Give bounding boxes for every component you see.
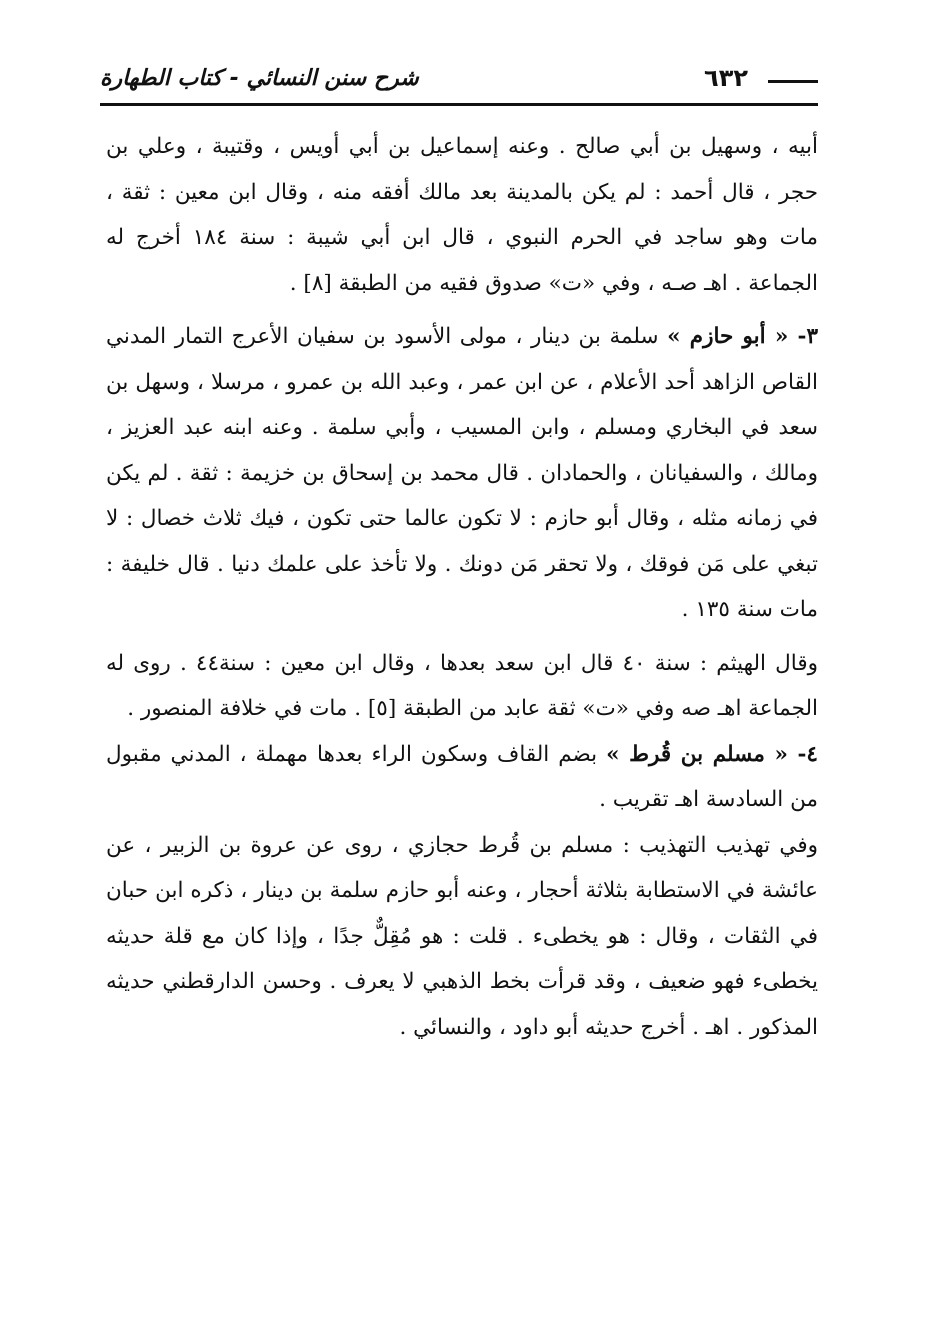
narrator-3-heading: ٣- « أبو حازم » <box>667 324 818 349</box>
page-body <box>106 124 818 1050</box>
narrator-4-text: بضم القاف وسكون الراء بعدها مهملة ، المدني مقبول من السادسة اهـ تقريب . <box>106 741 818 812</box>
narrator-4-heading: ٤- « مسلم بن قُرط » <box>606 741 818 767</box>
page-number: ٦٣٢ <box>704 64 748 92</box>
page-header <box>100 62 818 106</box>
paragraph-death-dates: وقال الهيثم : سنة ٤٠ قال ابن سعد بعدها ، وقال ابن معين : سنة٤٤ . روى له الجماعة اهـ صه وفي «ت» ثقة عابد من الطبقة [٥] . مات في خلافة المنصور . <box>106 650 818 721</box>
paragraph-narrator-4 <box>106 732 818 823</box>
header-rule <box>100 103 818 106</box>
page-number-dash <box>768 80 818 83</box>
paragraph-continuation: أبيه ، وسهيل بن أبي صالح . وعنه إسماعيل بن أبي أويس ، وقتيبة ، وعلي بن حجر ، قال أحمد : لم يكن بالمدينة بعد مالك أفقه منه ، وقال ابن معين : ثقة ، مات وهو ساجد في الحرم النبوي ، قال ابن أبي شيبة : سنة ١٨٤ أخرج له الجماعة . اهـ صـه ، وفي «ت» صدوق فقيه من الطبقة [٨] . <box>106 134 818 296</box>
paragraph-narrator-3 <box>106 314 818 633</box>
narrator-3-text: سلمة بن دينار ، مولى الأسود بن سفيان الأعرج التمار المدني القاص الزاهد أحد الأعلام ، عن ابن عمر ، وعبد الله بن عمرو ، مرسلا ، وسهل بن سعد في البخاري ومسلم ، وابن المسيب ، وأبي سلمة . وعنه ابنه عبد العزيز ، ومالك ، والسفيانان ، والحمادان . قال محمد بن إسحاق بن خزيمة : ثقة . لم يكن في زمانه مثله ، وقال أبو حازم : لا تكون عالما حتى تكون ، فيك ثلاث خصال : لا تبغي على مَن فوقك ، ولا تحقر مَن دونك . ولا تأخذ على علمك دنيا . قال خليفة : مات سنة ١٣٥ . <box>106 324 818 622</box>
running-title: شرح سنن النسائي - كتاب الطهارة <box>100 66 419 91</box>
paragraph-tahdhib: وفي تهذيب التهذيب : مسلم بن قُرط حجازي ، روى عن عروة بن الزبير ، عن عائشة في الاستطابة بثلاثة أحجار ، وعنه أبو حازم سلمة بن دينار ، ذكره ابن حبان في الثقات ، وقال : هو يخطىء . قلت : هو مُقِلٌّ جدًا ، وإذا كان مع قلة حديثه يخطىء فهو ضعيف ، وقد قرأت بخط الذهبي لا يعرف . وحسن الدارقطني حديثه المذكور . اهـ . أخرج حديثه أبو داود ، والنسائي . <box>106 832 818 1040</box>
